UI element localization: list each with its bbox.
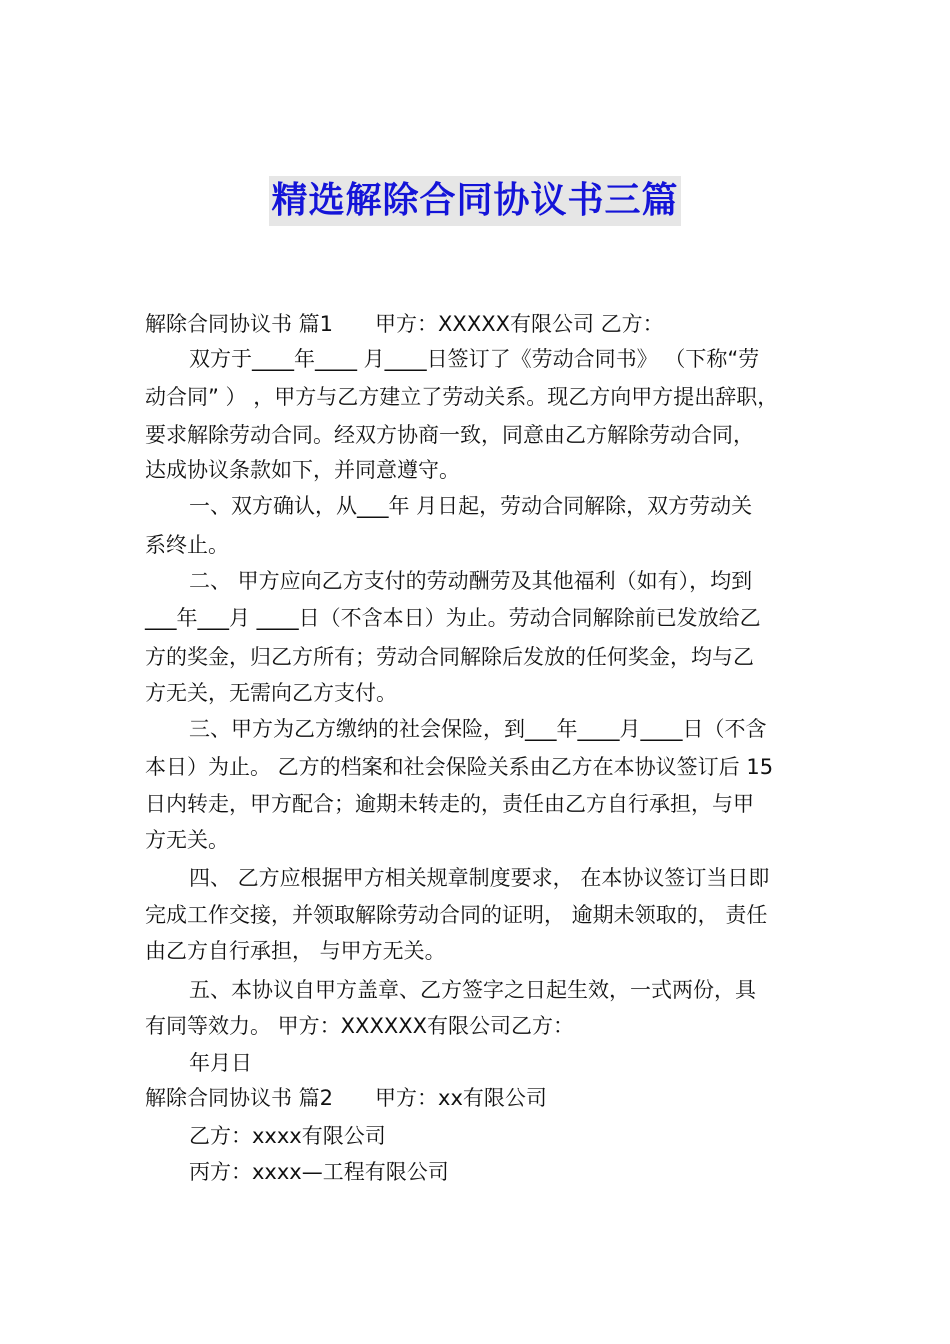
clause-two-line: 方无关，无需向乙方支付。 [145,681,397,705]
party-b-line: 乙方：xxxx有限公司 [189,1124,386,1148]
clause-four-line: 完成工作交接，并领取解除劳动合同的证明， 逾期未领取的， 责任 [145,903,768,927]
clause-four-line: 由乙方自行承担， 与甲方无关。 [145,939,446,963]
paragraph-line: 达成协议条款如下，并同意遵守。 [145,458,460,482]
section-heading-label: 解除合同协议书 篇1 [145,312,334,336]
clause-one-line: 系终止。 [145,533,229,557]
clause-two-line: 方的奖金，归乙方所有；劳动合同解除后发放的任何奖金，均与乙 [145,645,754,669]
clause-two-line: 二、 甲方应向乙方支付的劳动酬劳及其他福利（如有），均到 [189,569,753,593]
clause-three-line: 三、甲方为乙方缴纳的社会保险，到___年____月____日（不含 [189,717,767,741]
clause-two-line: ___年___月 ____日（不含本日）为止。劳动合同解除前已发放给乙 [145,606,761,630]
date-line: 年月日 [189,1051,252,1075]
clause-three-line: 日内转走，甲方配合；逾期未转走的，责任由乙方自行承担，与甲 [145,792,754,816]
section-heading-1 [145,310,815,338]
document-title-text: 精选解除合同协议书三篇 [269,176,680,226]
clause-one-line: 一、双方确认，从___年 月日起，劳动合同解除，双方劳动关 [189,494,753,518]
section-heading-label: 解除合同协议书 篇2 [145,1086,334,1110]
section-heading-2 [145,1084,815,1112]
clause-three-line: 本日）为止。 乙方的档案和社会保险关系由乙方在本协议签订后 15 [145,755,774,779]
clause-three-line: 方无关。 [145,828,229,852]
clause-five-line: 五、本协议自甲方盖章、乙方签字之日起生效，一式两份，具 [189,978,756,1002]
document-title [0,176,950,226]
party-a-line: 甲方：XXXXX有限公司 乙方： [375,312,664,336]
paragraph-line: 双方于____年____ 月____日签订了《劳动合同书》 （下称“劳 [189,347,760,371]
party-c-line: 丙方：xxxx—工程有限公司 [189,1160,449,1184]
party-a-line: 甲方：xx有限公司 [375,1086,547,1110]
clause-five-line: 有同等效力。 甲方：XXXXXX有限公司乙方： [145,1014,574,1038]
clause-four-line: 四、 乙方应根据甲方相关规章制度要求， 在本协议签订当日即 [189,866,770,890]
paragraph-line: 动合同” ） ，甲方与乙方建立了劳动关系。现乙方向甲方提出辞职， [145,385,779,409]
paragraph-line: 要求解除劳动合同。经双方协商一致，同意由乙方解除劳动合同， [145,423,754,447]
